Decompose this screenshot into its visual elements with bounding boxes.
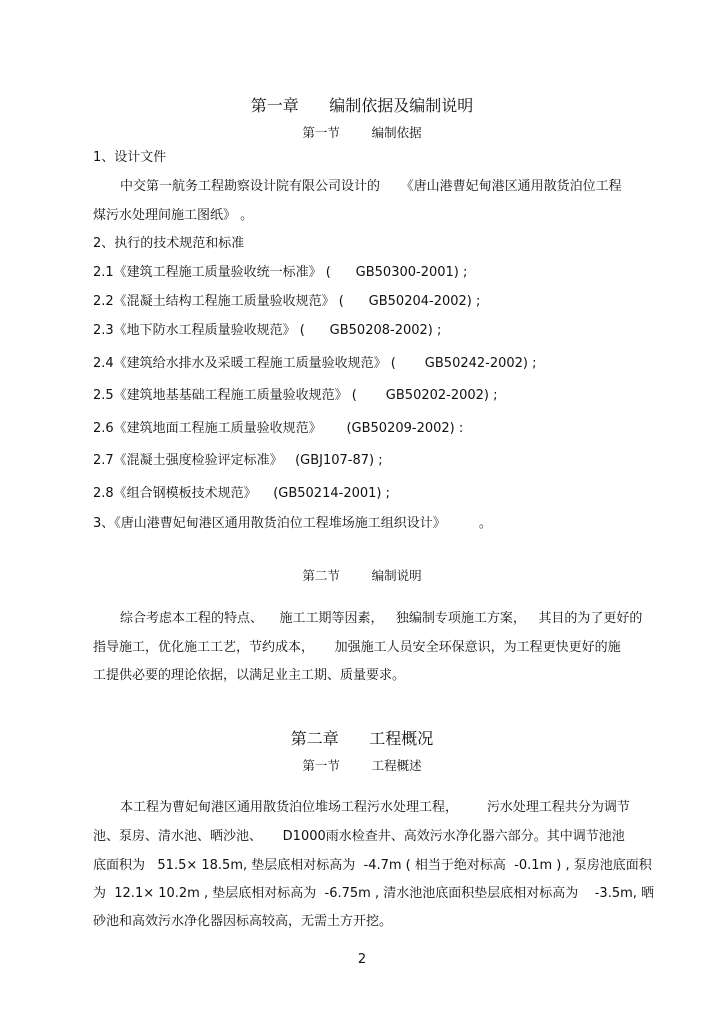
item-1-label: 1、设计文件 bbox=[93, 150, 167, 165]
section-2-paragraph-line-1: 综合考虑本工程的特点、 施工工期等因素， 独编制专项施工方案， 其目的为了更好的 bbox=[120, 611, 643, 626]
item-2-label: 2、执行的技术规范和标准 bbox=[93, 236, 245, 251]
chapter-1-title: 第一章 编制依据及编制说明 bbox=[250, 96, 474, 115]
page-number: 2 bbox=[357, 952, 367, 967]
chapter-1-section-1-title: 第一节 编制依据 bbox=[302, 125, 422, 140]
chapter-2-section-1-title: 第一节 工程概述 bbox=[302, 758, 422, 773]
standard-item: 2.7《混凝土强度检验评定标准》 (GBJ107-87) ; bbox=[93, 453, 383, 468]
item-3: 3、《唐山港曹妃甸港区通用散货泊位工程堆场施工组织设计》 。 bbox=[93, 516, 492, 531]
chapter-1-section-2-title: 第二节 编制说明 bbox=[302, 568, 422, 583]
chapter-2-title: 第二章 工程概况 bbox=[290, 729, 434, 748]
standard-item: 2.8《组合钢模板技术规范》 (GB50214-2001) ; bbox=[93, 486, 390, 501]
overview-paragraph-line-5: 砂池和高效污水净化器因标高较高，无需土方开挖。 bbox=[93, 914, 393, 929]
item-1-line-2: 煤污水处理间施工图纸》 。 bbox=[93, 208, 254, 223]
overview-paragraph-line-2: 池、泵房、清水池、晒沙池、 D1000雨水检查井、高效污水净化器六部分。其中调节池池 bbox=[93, 829, 625, 844]
item-1-line-1: 中交第一航务工程勘察设计院有限公司设计的 《唐山港曹妃甸港区通用散货泊位工程 bbox=[120, 179, 622, 194]
overview-paragraph-line-1: 本工程为曹妃甸港区通用散货泊位堆场工程污水处理工程， 污水处理工程共分为调节 bbox=[120, 800, 630, 815]
standard-item: 2.3《地下防水工程质量验收规范》 ( GB50208-2002) ; bbox=[93, 323, 442, 338]
overview-paragraph-line-4: 为 12.1× 10.2m , 垫层底相对标高为 -6.75m , 清水池池底面积垫层底相对标高为 -3.5m, 晒 bbox=[93, 886, 655, 901]
section-2-paragraph-line-3: 工提供必要的理论依据，以满足业主工期、质量要求。 bbox=[93, 668, 406, 683]
standard-item: 2.6《建筑地面工程施工质量验收规范》 (GB50209-2002) : bbox=[93, 421, 464, 436]
overview-paragraph-line-3: 底面积为 51.5× 18.5m, 垫层底相对标高为 -4.7m ( 相当于绝对标高 -0.1m ) , 泵房池底面积 bbox=[93, 858, 652, 873]
standard-item: 2.1《建筑工程施工质量验收统一标准》 ( GB50300-2001) ; bbox=[93, 265, 468, 280]
standard-item: 2.2《混凝土结构工程施工质量验收规范》 ( GB50204-2002) ; bbox=[93, 294, 481, 309]
standard-item: 2.4《建筑给水排水及采暖工程施工质量验收规范》 ( GB50242-2002) ; bbox=[93, 356, 537, 371]
standard-item: 2.5《建筑地基基础工程施工质量验收规范》 ( GB50202-2002) ; bbox=[93, 388, 498, 403]
section-2-paragraph-line-2: 指导施工，优化施工工艺，节约成本， 加强施工人员安全环保意识，为工程更快更好的施 bbox=[93, 640, 621, 655]
